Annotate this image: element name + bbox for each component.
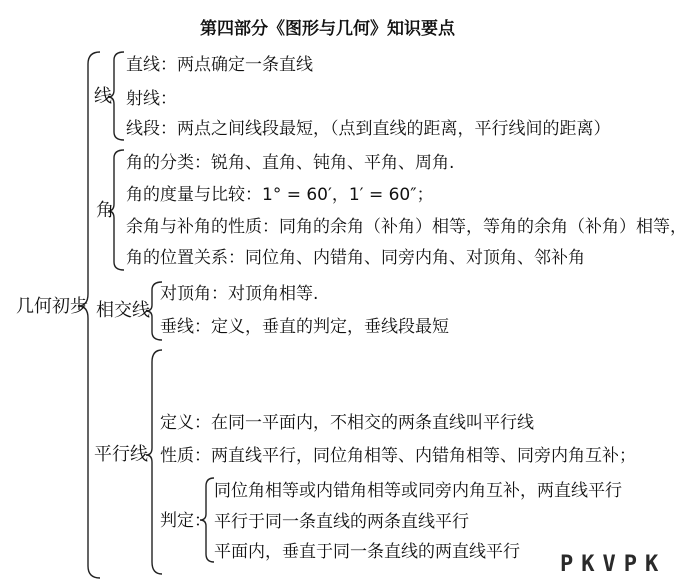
page-title: 第四部分《图形与几何》知识要点 xyxy=(200,19,455,39)
angle-item-1: 角的分类：锐角、直角、钝角、平角、周角. xyxy=(126,153,455,173)
section-label-parallel: 平行线 xyxy=(94,444,148,465)
parallel-item-2: 性质：两直线平行，同位角相等、内错角相等、同旁内角互补； xyxy=(160,446,636,466)
watermark: PKVPK xyxy=(560,552,667,577)
parallel-item-1: 定义：在同一平面内，不相交的两条直线叫平行线 xyxy=(160,413,534,433)
line-item-3: 线段：两点之间线段最短，（点到直线的距离，平行线间的距离） xyxy=(126,119,611,139)
line-item-2: 射线： xyxy=(126,89,177,109)
section-label-intersect: 相交线 xyxy=(96,300,150,321)
judge-item-2: 平行于同一条直线的两条直线平行 xyxy=(214,512,469,532)
judge-item-3: 平面内，垂直于同一条直线的两直线平行 xyxy=(214,542,520,562)
root-label: 几何初步 xyxy=(16,296,88,317)
section-label-angle: 角 xyxy=(96,200,114,221)
judge-item-1: 同位角相等或内错角相等或同旁内角互补，两直线平行 xyxy=(214,481,622,501)
intersect-item-2: 垂线：定义，垂直的判定，垂线段最短 xyxy=(160,317,449,337)
angle-item-3: 余角与补角的性质：同角的余角（补角）相等，等角的余角（补角）相等， xyxy=(126,217,687,237)
intersect-item-1: 对顶角：对顶角相等. xyxy=(160,284,319,304)
line-item-1: 直线：两点确定一条直线 xyxy=(126,55,313,75)
section-label-line: 线 xyxy=(94,86,112,107)
angle-item-4: 角的位置关系：同位角、内错角、同旁内角、对顶角、邻补角 xyxy=(126,248,585,268)
judge-label: 判定： xyxy=(160,511,211,531)
angle-item-2: 角的度量与比较：1° = 60′，1′ = 60″； xyxy=(126,185,434,205)
